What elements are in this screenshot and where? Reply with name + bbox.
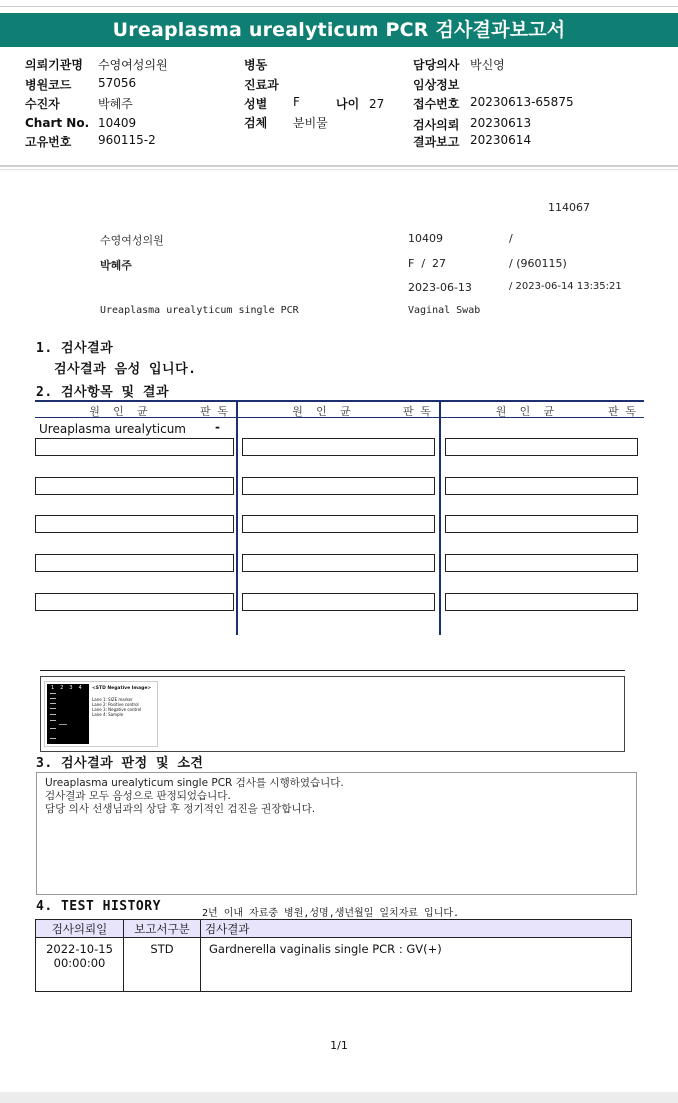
- history-date: 2022-10-15: [46, 942, 113, 956]
- result-cell: [242, 477, 435, 495]
- gel-legend-line: Lane 2: Positive control: [92, 702, 139, 707]
- result-organism-name: Ureaplasma urealyticum: [39, 422, 186, 436]
- gel-legend-line: Lane 1: SIZE marker: [92, 697, 133, 702]
- header-patient-row: [25, 116, 137, 130]
- history-col-type: 보고서구분: [124, 920, 201, 938]
- result-cell: [242, 593, 435, 611]
- header-patient-row: [25, 133, 156, 150]
- header-doctor-row: [413, 76, 459, 93]
- gel-band: [50, 720, 56, 721]
- gel-photo: [47, 684, 89, 744]
- header-patient-value: 960115-2: [98, 133, 156, 147]
- header-doctor-row: [413, 95, 574, 112]
- info-chart-slash: /: [509, 232, 513, 245]
- report-id-number: 114067: [548, 201, 590, 214]
- table-row: [36, 938, 632, 992]
- header-doctor-label: 접수번호: [413, 97, 460, 111]
- header-doctor-value: 20230613: [470, 116, 532, 130]
- result-cell: [242, 438, 435, 456]
- results-column-divider-1: [236, 402, 238, 635]
- header-ward-label: 병동: [244, 58, 268, 72]
- result-cell: [445, 554, 638, 572]
- header-age-value: 27: [369, 97, 385, 111]
- section1-title: 1. 검사결과: [36, 341, 114, 356]
- header-patient-value: 57056: [98, 76, 137, 90]
- gel-band: [50, 708, 56, 709]
- section4-title: 4. TEST HISTORY: [36, 899, 161, 914]
- header-patient-label: 의뢰기관명: [25, 58, 83, 72]
- header-doctor-row: [413, 133, 532, 150]
- header-patient-label: 수진자: [25, 97, 60, 111]
- gel-band: [50, 714, 56, 715]
- history-table: [35, 919, 632, 992]
- result-cell: [445, 477, 638, 495]
- header-doctor-label: 임상정보: [413, 78, 460, 92]
- section1-result: 검사결과 음성 입니다.: [54, 362, 197, 377]
- history-col-result: 검사결과: [201, 920, 632, 938]
- header-patient-row: [25, 76, 137, 93]
- info-request-date: 2023-06-13: [408, 281, 472, 294]
- result-cell: [35, 593, 234, 611]
- remarks-box: [36, 772, 637, 895]
- header-ward-label: 진료과: [244, 78, 279, 92]
- header-ward-row: [244, 95, 300, 112]
- section3-title: 3. 검사결과 판정 및 소견: [36, 756, 204, 771]
- header-ward-row: [244, 76, 279, 93]
- column-header-judgement: 판 독: [200, 405, 228, 418]
- result-cell: [35, 438, 234, 456]
- result-cell: [242, 515, 435, 533]
- header-patient-value: 박혜주: [98, 97, 133, 111]
- header-patient-value: 수영여성의원: [98, 58, 168, 72]
- bottom-bar: [0, 1092, 678, 1103]
- result-cell: [445, 593, 638, 611]
- gel-band: [50, 738, 56, 739]
- gel-legend-line: Lane 4: Sample: [92, 712, 124, 717]
- header-doctor-label: 검사의뢰: [413, 118, 460, 132]
- header-ward-value: F: [293, 95, 300, 109]
- result-cell: [445, 515, 638, 533]
- results-column-divider-2: [439, 402, 441, 635]
- result-cell: [35, 515, 234, 533]
- gel-section-rule: [40, 670, 625, 671]
- header-patient-row: [25, 56, 168, 73]
- header-ward-label: 검체: [244, 116, 268, 130]
- header-ward-label: 성별: [244, 97, 268, 111]
- info-sex-age: F / 27: [408, 257, 447, 270]
- header-separator-light: [0, 169, 678, 170]
- remark-line: 검사결과 모두 음성으로 판정되었습니다.: [45, 790, 231, 802]
- gel-band: [50, 728, 56, 729]
- header-doctor-row: [413, 116, 532, 133]
- result-cell: [242, 554, 435, 572]
- info-hospital: 수영여성의원: [100, 234, 164, 247]
- header-ward-row: [244, 114, 328, 131]
- page-number: 1/1: [330, 1039, 348, 1052]
- header-patient-label: Chart No.: [25, 116, 90, 130]
- header-ward-value: 분비물: [293, 116, 328, 130]
- info-test-name: Ureaplasma urealyticum single PCR: [100, 305, 299, 316]
- header-doctor-row: [413, 56, 505, 73]
- history-col-date: 검사의뢰일: [36, 920, 124, 938]
- column-header-organism: 원 인 균: [89, 405, 148, 418]
- gel-band: [50, 698, 56, 699]
- history-type: STD: [124, 938, 201, 992]
- history-note: 2년 이내 자료중 병원,성명,생년월일 일치자료 입니다.: [202, 908, 460, 919]
- gel-image: [44, 681, 158, 747]
- gel-band: [50, 703, 56, 704]
- result-cell: [35, 554, 234, 572]
- header-doctor-value: 박신영: [470, 58, 505, 72]
- top-border: [0, 6, 678, 7]
- results-table-top-rule: [35, 400, 644, 402]
- history-date-cell: [36, 938, 124, 992]
- header-ward-row: [244, 56, 267, 73]
- history-result: Gardnerella vaginalis single PCR : GV(+): [201, 938, 632, 992]
- info-specimen: Vaginal Swab: [408, 305, 481, 316]
- info-birth: / (960115): [509, 257, 567, 270]
- column-header-judgement: 판 독: [608, 405, 636, 418]
- header-doctor-value: 20230614: [470, 133, 532, 147]
- info-patient: 박혜주: [100, 259, 132, 272]
- result-cell: [35, 477, 234, 495]
- header-doctor-value: 20230613-65875: [470, 95, 574, 109]
- header-patient-row: [25, 95, 133, 112]
- gel-legend-line: Lane 3: Negative control: [92, 707, 142, 712]
- column-header-organism: 원 인 균: [495, 405, 555, 418]
- gel-legend: [92, 686, 156, 717]
- report-title: Ureaplasma urealyticum PCR 검사결과보고서: [0, 13, 678, 47]
- column-header-judgement: 판 독: [403, 405, 431, 418]
- header-patient-value: 10409: [98, 116, 137, 130]
- info-report-datetime: / 2023-06-14 13:35:21: [509, 281, 622, 292]
- section2-title: 2. 검사항목 및 결과: [36, 385, 170, 400]
- header-doctor-label: 결과보고: [413, 135, 460, 149]
- column-header-organism: 원 인 균: [292, 405, 351, 418]
- result-cell: [445, 438, 638, 456]
- header-doctor-label: 담당의사: [413, 58, 460, 72]
- remark-line: Ureaplasma urealyticum single PCR 검사를 시행하였습니다.: [45, 777, 344, 789]
- gel-legend-title: <STD Negative Image>: [92, 686, 152, 691]
- remark-line: 담당 의사 선생님과의 상담 후 정기적인 검진을 권장합니다.: [45, 803, 316, 815]
- gel-lane-numbers: 1 2 3 4: [51, 685, 82, 691]
- history-header-row: [36, 920, 632, 938]
- header-patient-label: 고유번호: [25, 135, 72, 149]
- header-age: [336, 95, 384, 112]
- header-age-label: 나이: [336, 97, 360, 111]
- gel-band: [59, 724, 67, 725]
- result-organism-judgement: -: [215, 420, 220, 434]
- header-patient-label: 병원코드: [25, 78, 72, 92]
- info-chart: 10409: [408, 232, 443, 245]
- gel-band: [50, 693, 56, 694]
- header-separator: [0, 165, 678, 167]
- history-time: 00:00:00: [53, 956, 106, 970]
